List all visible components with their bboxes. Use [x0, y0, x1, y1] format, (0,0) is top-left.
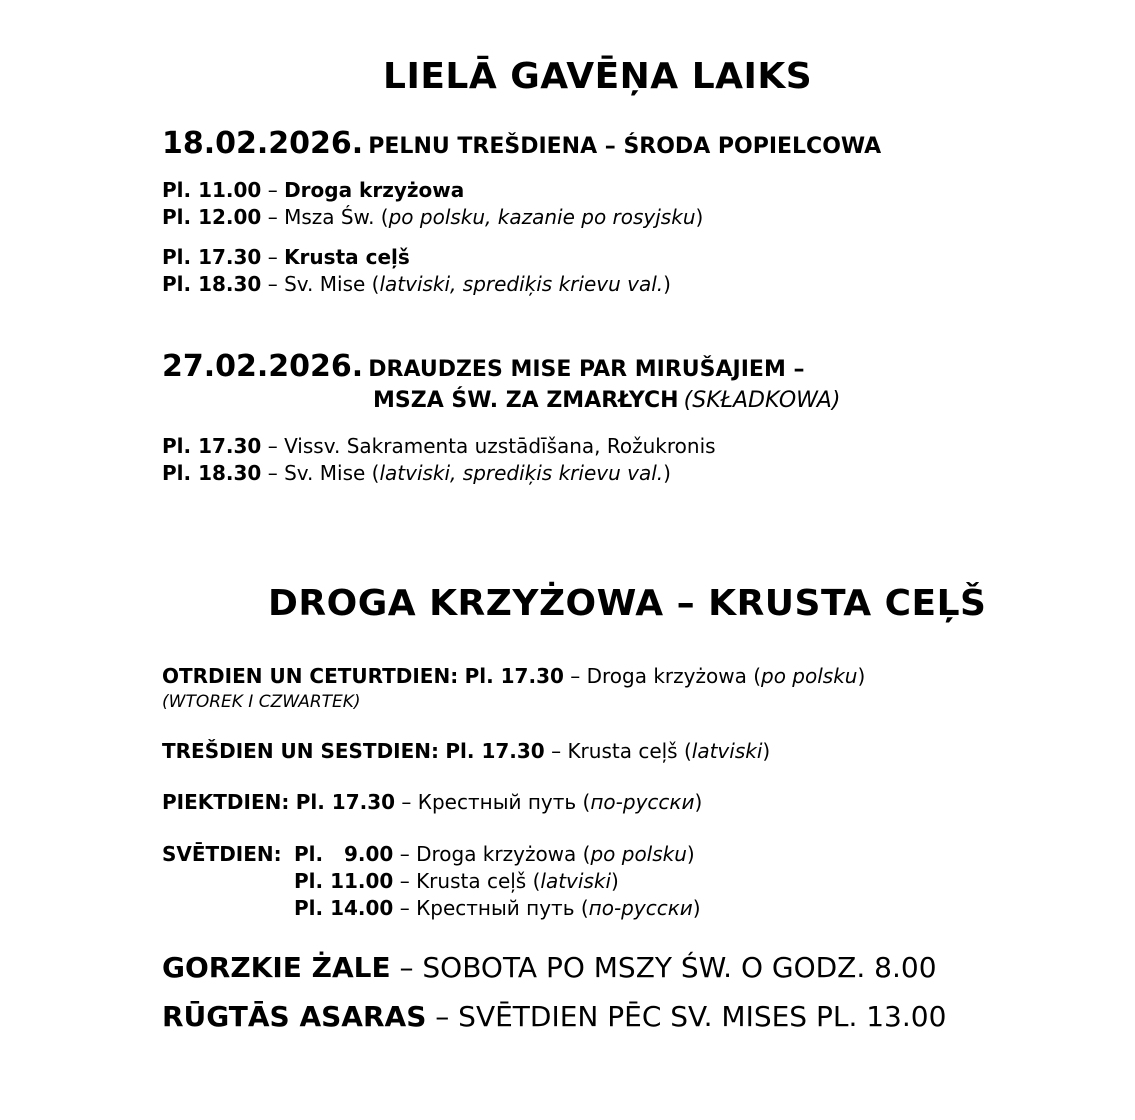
- schedule-sun-row-1: [294, 841, 695, 868]
- event2-row-2: [162, 460, 671, 487]
- event1-header: [162, 126, 881, 161]
- dash: –: [399, 869, 410, 893]
- row-text: Sv. Mise (: [284, 272, 380, 296]
- dash: –: [399, 842, 410, 866]
- row-note: по-русски: [588, 896, 693, 920]
- event2-row-1: [162, 433, 716, 460]
- time: Pl. 17.30: [162, 245, 262, 269]
- event1-row-4: [162, 271, 671, 298]
- row-note: latviski: [540, 869, 611, 893]
- time: Pl. 17.30: [445, 739, 545, 763]
- schedule-tue-thu-sub: (WTOREK I CZWARTEK): [162, 692, 361, 712]
- dash: –: [399, 896, 410, 920]
- day-label: PIEKTDIEN:: [162, 790, 290, 814]
- event2-header: [162, 349, 805, 384]
- event1-row-3: [162, 244, 410, 271]
- row-text: Крестный путь (: [416, 896, 589, 920]
- dash: –: [551, 739, 562, 763]
- schedule-fri: [162, 789, 702, 816]
- row-note: по-русски: [590, 790, 695, 814]
- row-close: ): [663, 461, 671, 485]
- day-label: OTRDIEN UN CETURTDIEN:: [162, 664, 459, 688]
- page-title: LIELĀ GAVĒŅA LAIKS: [383, 56, 813, 97]
- row-note: po polsku, kazanie po rosyjsku: [388, 205, 696, 229]
- bottom-text: – SOBOTA PO MSZY ŚW. O GODZ. 8.00: [399, 951, 937, 984]
- schedule-wed-sat: [162, 738, 770, 765]
- time: Pl. 17.30: [295, 790, 396, 814]
- bottom-text: – SVĒTDIEN PĒC SV. MISES PL. 13.00: [435, 1000, 947, 1033]
- event2-heading2-note: (SKŁADKOWA): [683, 388, 841, 413]
- time: Pl. 9.00: [294, 842, 394, 866]
- event2-subheader: [373, 388, 840, 413]
- row-text: Droga krzyżowa (: [586, 664, 761, 688]
- time: Pl. 12.00: [162, 205, 262, 229]
- event2-date: 27.02.2026.: [162, 349, 364, 384]
- dash: –: [570, 664, 581, 688]
- row-note: po polsku: [761, 664, 858, 688]
- time: Pl. 11.00: [294, 869, 394, 893]
- bottom-line-2: [162, 1000, 946, 1033]
- row-text: Droga krzyżowa (: [416, 842, 591, 866]
- time: Pl. 14.00: [294, 896, 394, 920]
- dash: –: [267, 461, 278, 485]
- row-close: ): [762, 739, 771, 763]
- row-close: ): [695, 205, 704, 229]
- event1-date: 18.02.2026.: [162, 126, 364, 161]
- time: Pl. 11.00: [162, 178, 262, 202]
- time: Pl. 17.30: [464, 664, 564, 688]
- event1-row-1: [162, 177, 464, 204]
- row-text: Krusta ceļš: [284, 245, 410, 269]
- bottom-label: GORZKIE ŻALE: [162, 951, 391, 984]
- schedule-sun-row-2: [294, 868, 619, 895]
- row-text: Vissv. Sakramenta uzstādīšana, Rožukronis: [284, 434, 716, 458]
- row-text: Droga krzyżowa: [284, 178, 465, 202]
- dash: –: [267, 272, 278, 296]
- bottom-label: RŪGTĀS ASARAS: [162, 1000, 427, 1033]
- row-close: ): [692, 896, 701, 920]
- row-note: po polsku: [590, 842, 687, 866]
- row-note: latviski: [691, 739, 763, 763]
- time: Pl. 18.30: [162, 272, 262, 296]
- row-note: latviski, sprediķis krievu val.: [379, 272, 664, 296]
- row-close: ): [694, 790, 703, 814]
- schedule-sun-row-3: [294, 895, 701, 922]
- row-text: Krusta ceļš (: [567, 739, 692, 763]
- dash: –: [267, 434, 278, 458]
- day-label: TREŠDIEN UN SESTDIEN:: [162, 739, 440, 763]
- event2-heading2: MSZA ŚW. ZA ZMARŁYCH: [373, 388, 679, 413]
- row-close: ): [686, 842, 695, 866]
- dash: –: [401, 790, 412, 814]
- schedule-tue-thu: [162, 663, 865, 690]
- row-text: Krusta ceļš (: [416, 869, 541, 893]
- row-close: ): [663, 272, 671, 296]
- section2-title: DROGA KRZYŻOWA – KRUSTA CEĻŠ: [268, 583, 987, 624]
- row-text: Крестный путь (: [417, 790, 591, 814]
- row-text: Sv. Mise (: [284, 461, 380, 485]
- row-note: latviski, sprediķis krievu val.: [379, 461, 664, 485]
- dash: –: [267, 178, 278, 202]
- time: Pl. 17.30: [162, 434, 262, 458]
- event1-row-2: [162, 204, 703, 231]
- event2-heading1: DRAUDZES MISE PAR MIRUŠAJIEM –: [368, 357, 805, 382]
- dash: –: [267, 205, 278, 229]
- schedule-sun-day: SVĒTDIEN:: [162, 842, 282, 866]
- row-text: Msza Św. (: [284, 205, 389, 229]
- bottom-line-1: [162, 951, 937, 984]
- row-close: ): [857, 664, 866, 688]
- dash: –: [267, 245, 278, 269]
- event1-heading: PELNU TREŠDIENA – ŚRODA POPIELCOWA: [368, 134, 882, 159]
- time: Pl. 18.30: [162, 461, 262, 485]
- row-close: ): [611, 869, 619, 893]
